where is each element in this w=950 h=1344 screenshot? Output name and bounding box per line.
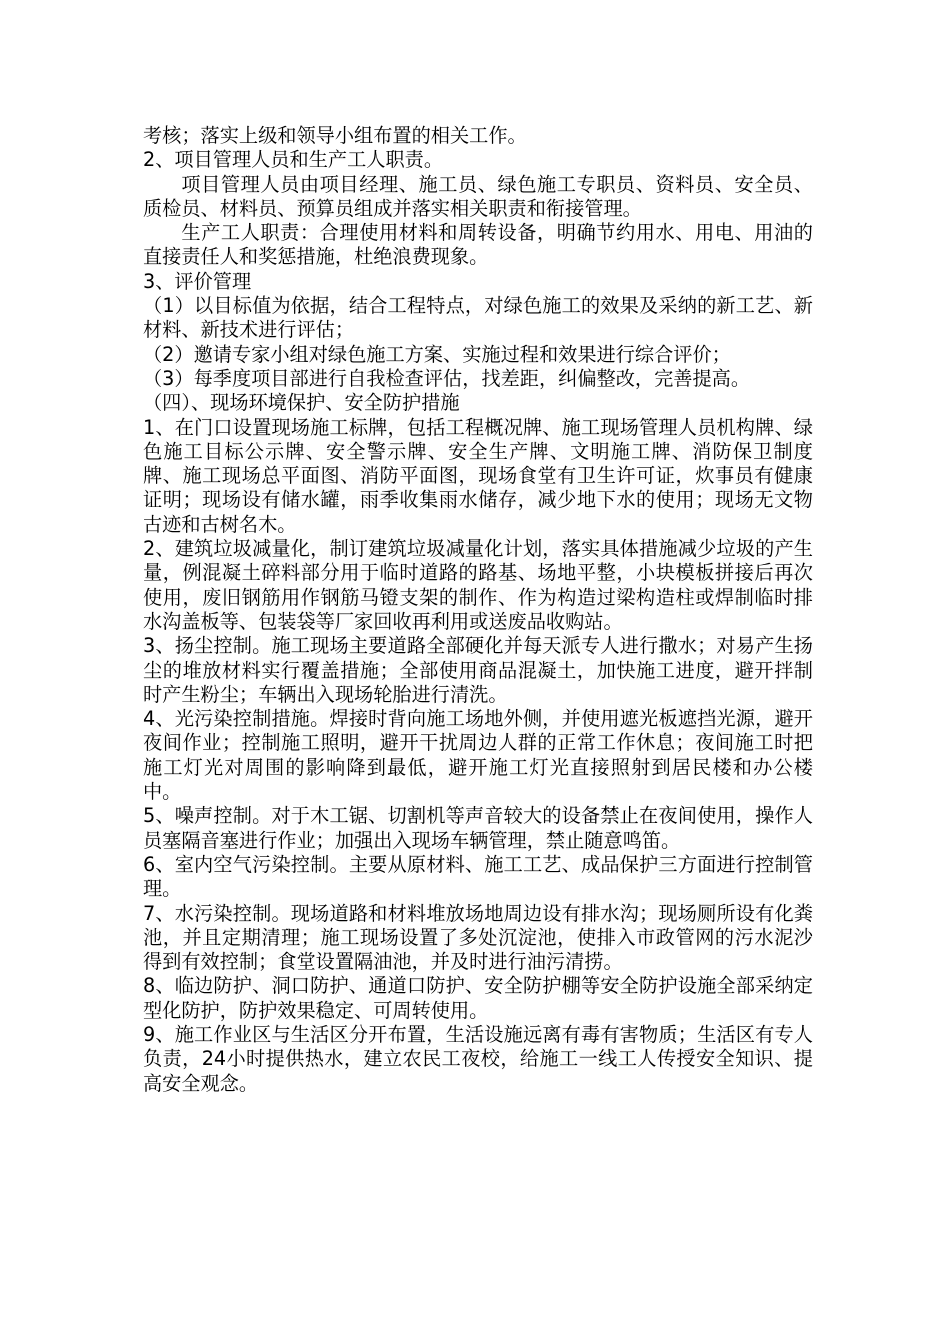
list-item: 3、扬尘控制。施工现场主要道路全部硬化并每天派专人进行撒水；对易产生扬尘的堆放材料实行覆盖措施；全部使用商品混凝土，加快施工进度，避开拌制时产生粉尘；车辆出入现场轮胎进行清洗。	[143, 634, 813, 706]
document-body	[143, 124, 813, 1096]
list-item: 8、临边防护、洞口防护、通道口防护、安全防护棚等安全防护设施全部采纳定型化防护，防护效果稳定、可周转使用。	[143, 974, 813, 1022]
list-item: 2、建筑垃圾减量化，制订建筑垃圾减量化计划，落实具体措施减少垃圾的产生量，例混凝土碎料部分用于临时道路的路基、场地平整，小块模板拼接后再次使用，废旧钢筋用作钢筋马镫支架的制作、作为构造过梁构造柱或焊制临时排水沟盖板等、包装袋等厂家回收再利用或送废品收购站。	[143, 537, 813, 633]
paragraph: 生产工人职责：合理使用材料和周转设备，明确节约用水、用电、用油的直接责任人和奖惩措施，杜绝浪费现象。	[143, 221, 813, 269]
section-heading: 3、评价管理	[143, 269, 252, 293]
list-item: 6、室内空气污染控制。主要从原材料、施工工艺、成品保护三方面进行控制管理。	[143, 852, 813, 901]
list-item: （1）以目标值为依据，结合工程特点，对绿色施工的效果及采纳的新工艺、新材料、新技术进行评估；	[143, 294, 813, 342]
list-item: 5、噪声控制。对于木工锯、切割机等声音较大的设备禁止在夜间使用，操作人员塞隔音塞进行作业；加强出入现场车辆管理，禁止随意鸣笛。	[143, 804, 813, 852]
section-heading: （四）、现场环境保护、安全防护措施	[143, 391, 460, 415]
list-item: 4、光污染控制措施。焊接时背向施工场地外侧，并使用遮光板遮挡光源，避开夜间作业；控制施工照明，避开干扰周边人群的正常工作休息；夜间施工时把施工灯光对周围的影响降到最低，避开施工灯光直接照射到居民楼和办公楼中。	[143, 707, 813, 804]
section-heading: 2、项目管理人员和生产工人职责。	[143, 148, 444, 172]
list-item: （2）邀请专家小组对绿色施工方案、实施过程和效果进行综合评价；	[143, 342, 731, 366]
list-item: （3）每季度项目部进行自我检查评估，找差距，纠偏整改，完善提高。	[143, 366, 751, 390]
paragraph: 考核；落实上级和领导小组布置的相关工作。	[143, 124, 527, 147]
list-item: 7、水污染控制。现场道路和材料堆放场地周边设有排水沟；现场厕所设有化粪池，并且定期清理；施工现场设置了多处沉淀池，使排入市政管网的污水泥沙得到有效控制；食堂设置隔油池，并及时进行油污清捞。	[143, 901, 813, 974]
list-item: 1、在门口设置现场施工标牌，包括工程概况牌、施工现场管理人员机构牌、绿色施工目标公示牌、安全警示牌、安全生产牌、文明施工牌、消防保卫制度牌、施工现场总平面图、消防平面图，现场食堂有卫生许可证，炊事员有健康证明；现场设有储水罐，雨季收集雨水储存，减少地下水的使用；现场无文物古迹和古树名木。	[143, 415, 813, 536]
paragraph: 项目管理人员由项目经理、施工员、绿色施工专职员、资料员、安全员、质检员、材料员、预算员组成并落实相关职责和衔接管理。	[143, 172, 813, 220]
list-item: 9、施工作业区与生活区分开布置，生活设施远离有毒有害物质；生活区有专人负责，24小时提供热水，建立农民工夜校，给施工一线工人传授安全知识、提高安全观念。	[143, 1022, 813, 1095]
